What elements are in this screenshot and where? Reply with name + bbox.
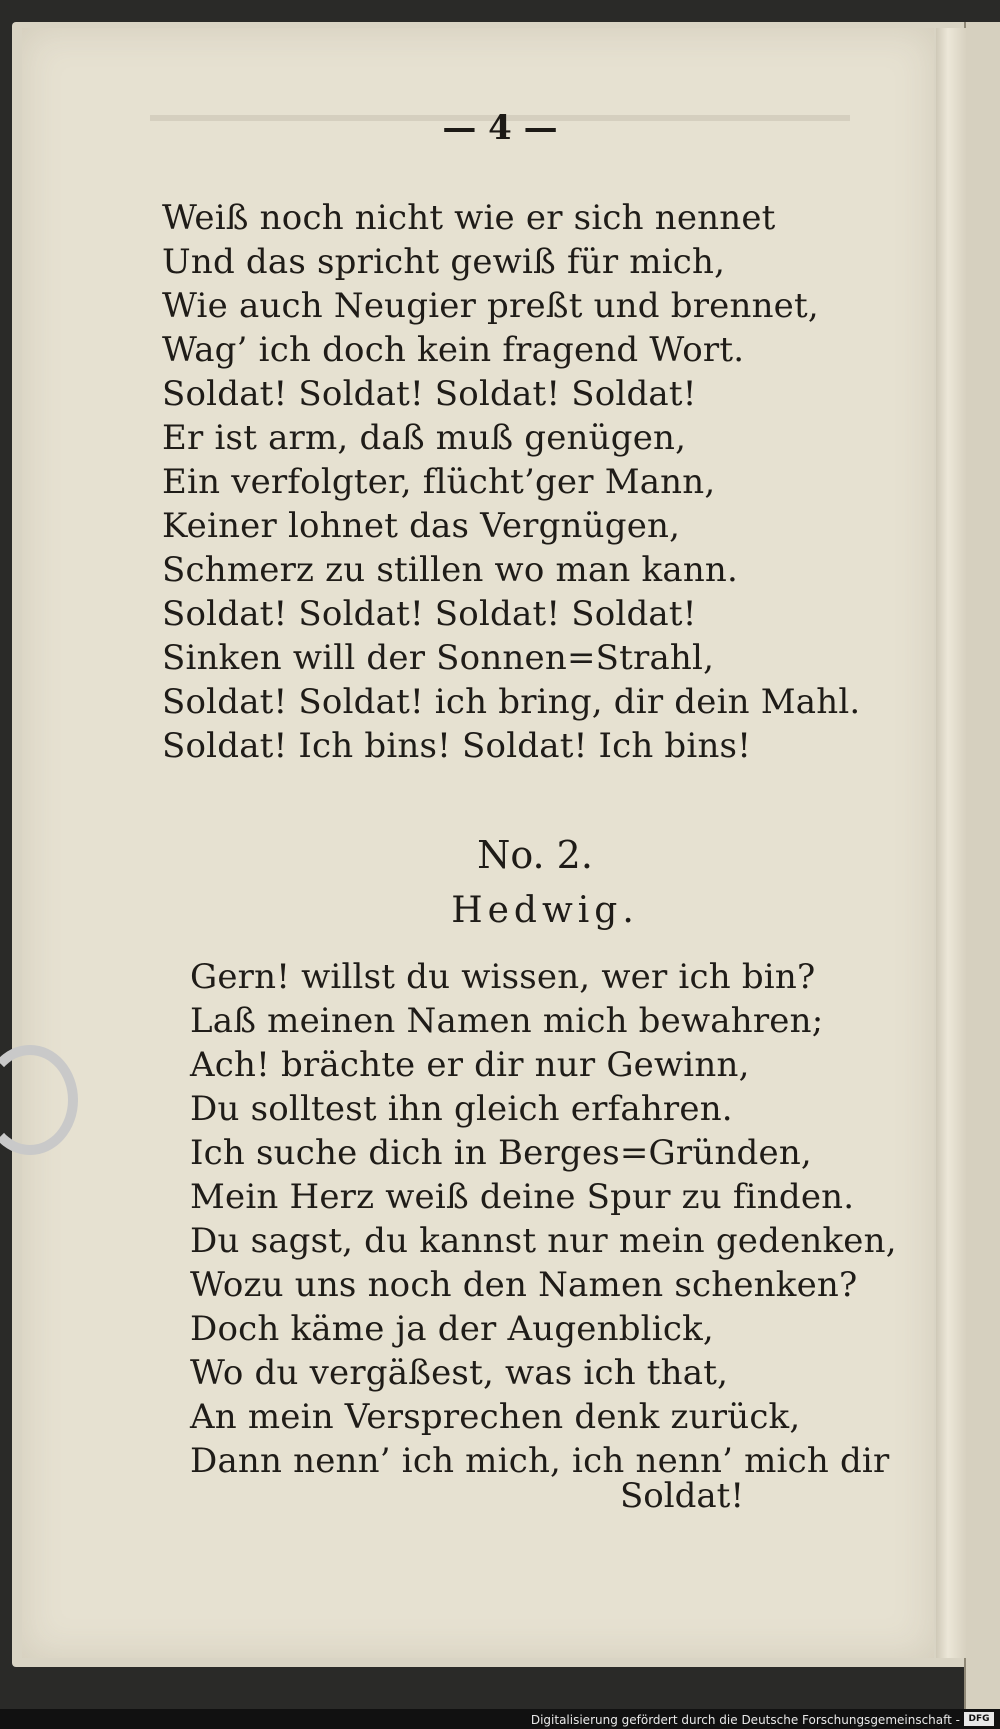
verse-line: Dann nenn’ ich mich, ich nenn’ mich dir [190, 1441, 890, 1481]
verse-line: Soldat! Soldat! ich bring, dir dein Mahl. [162, 682, 861, 722]
verse-line: Ach! brächte er dir nur Gewinn, [190, 1045, 750, 1085]
verse-line: Er ist arm, daß muß genügen, [162, 418, 687, 458]
verse-line: Wag’ ich doch kein fragend Wort. [162, 330, 745, 370]
verse-line: Mein Herz weiß deine Spur zu finden. [190, 1177, 855, 1217]
verse-line: Soldat! Ich bins! Soldat! Ich bins! [162, 726, 752, 766]
verse-line: Laß meinen Namen mich bewahren; [190, 1001, 824, 1041]
dfg-logo-icon: DFG [964, 1712, 994, 1726]
page-number: — 4 — [442, 108, 558, 148]
verse-line: Du solltest ihn gleich erfahren. [190, 1089, 733, 1129]
verse-line: Gern! willst du wissen, wer ich bin? [190, 957, 816, 997]
song-number: No. 2. [477, 833, 593, 877]
verse-block-2 [190, 955, 897, 1483]
funding-credit: Digitalisierung gefördert durch die Deutsche Forschungsgemeinschaft - [530, 1713, 960, 1727]
verse-line: Du sagst, du kannst nur mein gedenken, [190, 1221, 897, 1261]
verse-line: Soldat! Soldat! Soldat! Soldat! [162, 374, 697, 414]
final-word: Soldat! [620, 1476, 744, 1516]
verse-block-1 [162, 196, 860, 768]
verse-line: Und das spricht gewiß für mich, [162, 242, 726, 282]
verse-line: An mein Versprechen denk zurück, [190, 1397, 801, 1437]
song-title: Hedwig. [451, 890, 639, 931]
verse-line: Keiner lohnet das Vergnügen, [162, 506, 681, 546]
verse-line: Sinken will der Sonnen=Strahl, [162, 638, 715, 678]
verse-line: Ich suche dich in Berges=Gründen, [190, 1133, 812, 1173]
verse-line: Weiß noch nicht wie er sich nennet [162, 198, 776, 238]
verse-line: Schmerz zu stillen wo man kann. [162, 550, 739, 590]
verse-line: Soldat! Soldat! Soldat! Soldat! [162, 594, 697, 634]
verse-line: Wie auch Neugier preßt und brennet, [162, 286, 819, 326]
verse-line: Wo du vergäßest, was ich that, [190, 1353, 729, 1393]
verse-line: Ein verfolgter, flücht’ger Mann, [162, 462, 716, 502]
verse-line: Wozu uns noch den Namen schenken? [190, 1265, 858, 1305]
footer-bar [0, 1709, 1000, 1729]
verse-line: Doch käme ja der Augenblick, [190, 1309, 714, 1349]
